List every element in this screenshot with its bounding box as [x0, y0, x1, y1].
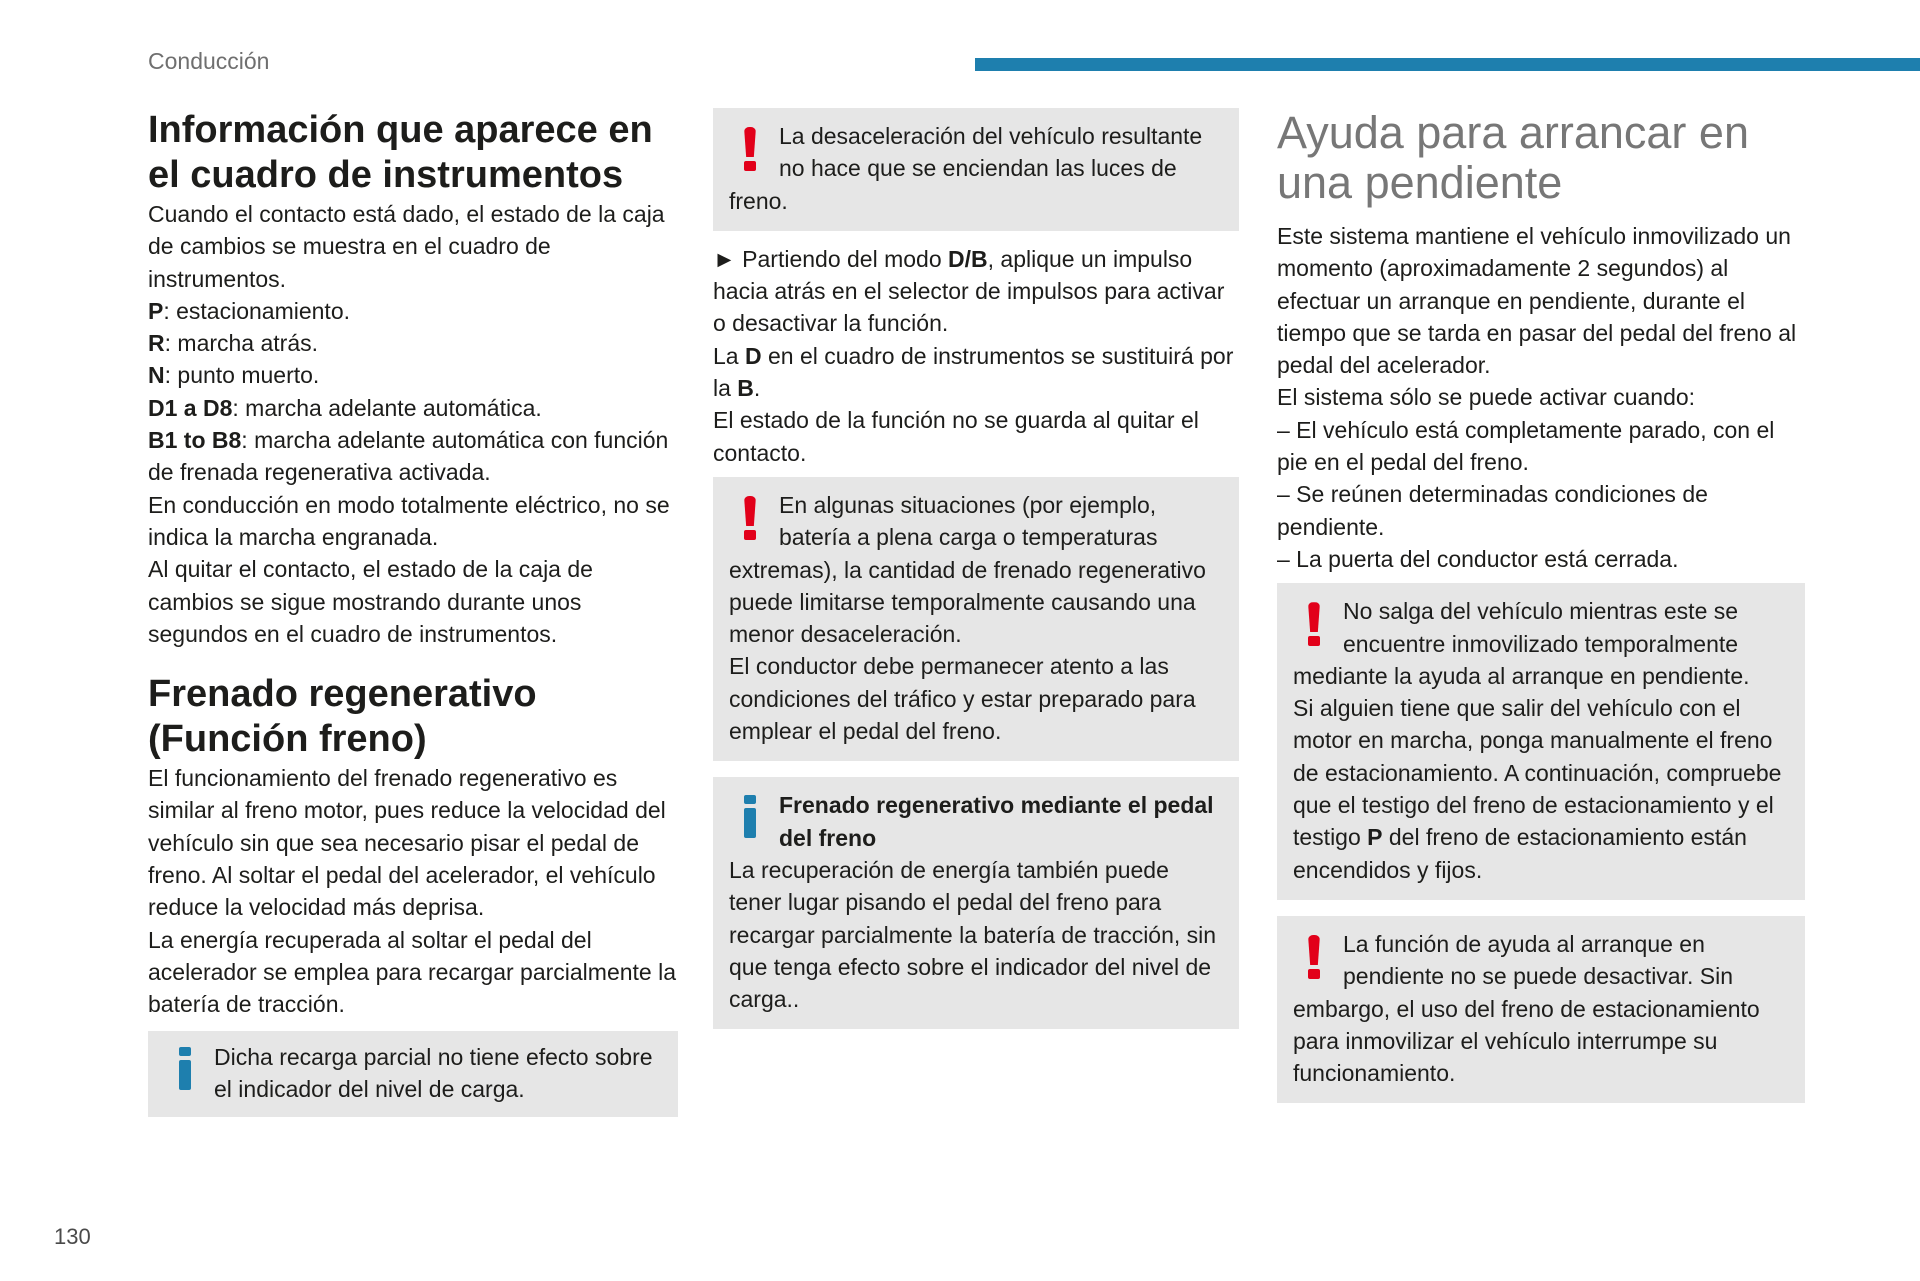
gear-item-r: R: marcha atrás.	[148, 330, 319, 357]
page-number: 130	[54, 1224, 91, 1249]
column-middle	[713, 108, 1239, 1029]
warning-text-2: Si alguien tiene que salir del vehículo con el motor en marcha, ponga manualmente el freno de estacionamiento. A continuación, compruebe que el testigo del freno de estacionamiento y el testigo P del freno de estacionamiento están encendidos y fijos.	[1293, 695, 1782, 883]
paragraph-activation-step: ► Partiendo del modo D/B, aplique un impulso hacia atrás en el selector de impulsos para activar o desactivar la función.	[713, 245, 1225, 337]
paragraph-hill-start-desc: Este sistema mantiene el vehículo inmovilizado un momento (aproximadamente 2 segundos) al efectuar un arranque en pendiente, durante el tiempo que se tarda en pasar del pedal del freno al pedal del acelerador.	[1277, 223, 1797, 379]
info-icon	[164, 1041, 214, 1093]
header-accent-bar	[975, 58, 1920, 71]
warning-box-cannot-deactivate	[1277, 916, 1805, 1103]
paragraph-activation-conditions: El sistema sólo se puede activar cuando:	[1277, 384, 1696, 411]
warning-icon	[729, 489, 779, 541]
condition-item: – La puerta del conductor está cerrada.	[1277, 545, 1679, 572]
warning-box-brake-lights	[713, 108, 1239, 231]
warning-icon	[1293, 595, 1343, 647]
warning-box-limited-regen	[713, 477, 1239, 761]
heading-hill-start-assist: Ayuda para arrancar en una pendiente	[1277, 107, 1749, 208]
warning-icon	[1293, 928, 1343, 980]
gear-item-b: B1 to B8: marcha adelante automática con función de frenada regenerativa activada.	[148, 427, 669, 486]
info-text: La recuperación de energía también puede tener lugar pisando el pedal del freno para recargar parcialmente la batería de tracción, sin que tenga efecto sobre el indicador del nivel de carga..	[729, 856, 1217, 1013]
paragraph-regen-1: El funcionamiento del frenado regenerativo es similar al freno motor, pues reduce la velocidad del vehículo sin que sea necesario pisar el pedal de freno. Al soltar el pedal del acelerador, el vehículo reduce la velocidad más deprisa.	[148, 765, 666, 921]
info-text: Dicha recarga parcial no tiene efecto sobre el indicador del nivel de carga.	[214, 1043, 653, 1102]
warning-text: En algunas situaciones (por ejemplo, batería a plena carga o temperaturas extremas), la cantidad de frenado regenerativo puede limitarse temporalmente causando una menor desaceleración.	[729, 491, 1206, 648]
gear-item-d: D1 a D8: marcha adelante automática.	[148, 394, 542, 421]
section-header: Conducción	[148, 48, 270, 74]
paragraph-ignition-off: Al quitar el contacto, el estado de la caja de cambios se sigue mostrando durante unos segundos en el cuadro de instrumentos.	[148, 556, 593, 647]
info-title: Frenado regenerativo mediante el pedal del freno	[779, 792, 1214, 851]
paragraph-regen-2: La energía recuperada al soltar el pedal del acelerador se emplea para recargar parcialmente la batería de tracción.	[148, 926, 677, 1018]
paragraph-d-replaced: La D en el cuadro de instrumentos se sustituirá por la B.	[713, 342, 1234, 402]
info-box-brake-pedal-regen	[713, 777, 1239, 1029]
info-icon	[729, 789, 779, 841]
paragraph-electric-mode: En conducción en modo totalmente eléctrico, no se indica la marcha engranada.	[148, 491, 670, 550]
warning-box-do-not-exit	[1277, 583, 1805, 900]
column-left	[148, 108, 678, 1117]
gear-item-n: N: punto muerto.	[148, 362, 320, 389]
condition-item: – El vehículo está completamente parado, con el pie en el pedal del freno.	[1277, 416, 1775, 476]
heading-regen-braking: Frenado regenerativo (Función freno)	[148, 673, 537, 761]
warning-text: La desaceleración del vehículo resultante no hace que se enciendan las luces de freno.	[729, 123, 1203, 214]
warning-text-2: El conductor debe permanecer atento a las condiciones del tráfico y estar preparado para emplear el pedal del freno.	[729, 653, 1196, 745]
gear-item-p: P: estacionamiento.	[148, 297, 351, 324]
warning-text: No salga del vehículo mientras este se encuentre inmovilizado temporalmente mediante la ayuda al arranque en pendiente.	[1293, 598, 1750, 689]
warning-icon	[729, 120, 779, 172]
paragraph-intro: Cuando el contacto está dado, el estado de la caja de cambios se muestra en el cuadro de instrumentos.	[148, 201, 665, 292]
paragraph-state-not-saved: El estado de la función no se guarda al quitar el contacto.	[713, 407, 1199, 466]
heading-instrument-info: Información que aparece en el cuadro de instrumentos	[148, 109, 653, 196]
warning-text: La función de ayuda al arranque en pendiente no se puede desactivar. Sin embargo, el uso del freno de estacionamiento para inmovilizar el vehículo interrumpe su funcionamiento.	[1293, 930, 1760, 1087]
column-right	[1277, 108, 1805, 1103]
condition-item: – Se reúnen determinadas condiciones de pendiente.	[1277, 481, 1708, 540]
info-box-charge-level	[148, 1031, 678, 1118]
